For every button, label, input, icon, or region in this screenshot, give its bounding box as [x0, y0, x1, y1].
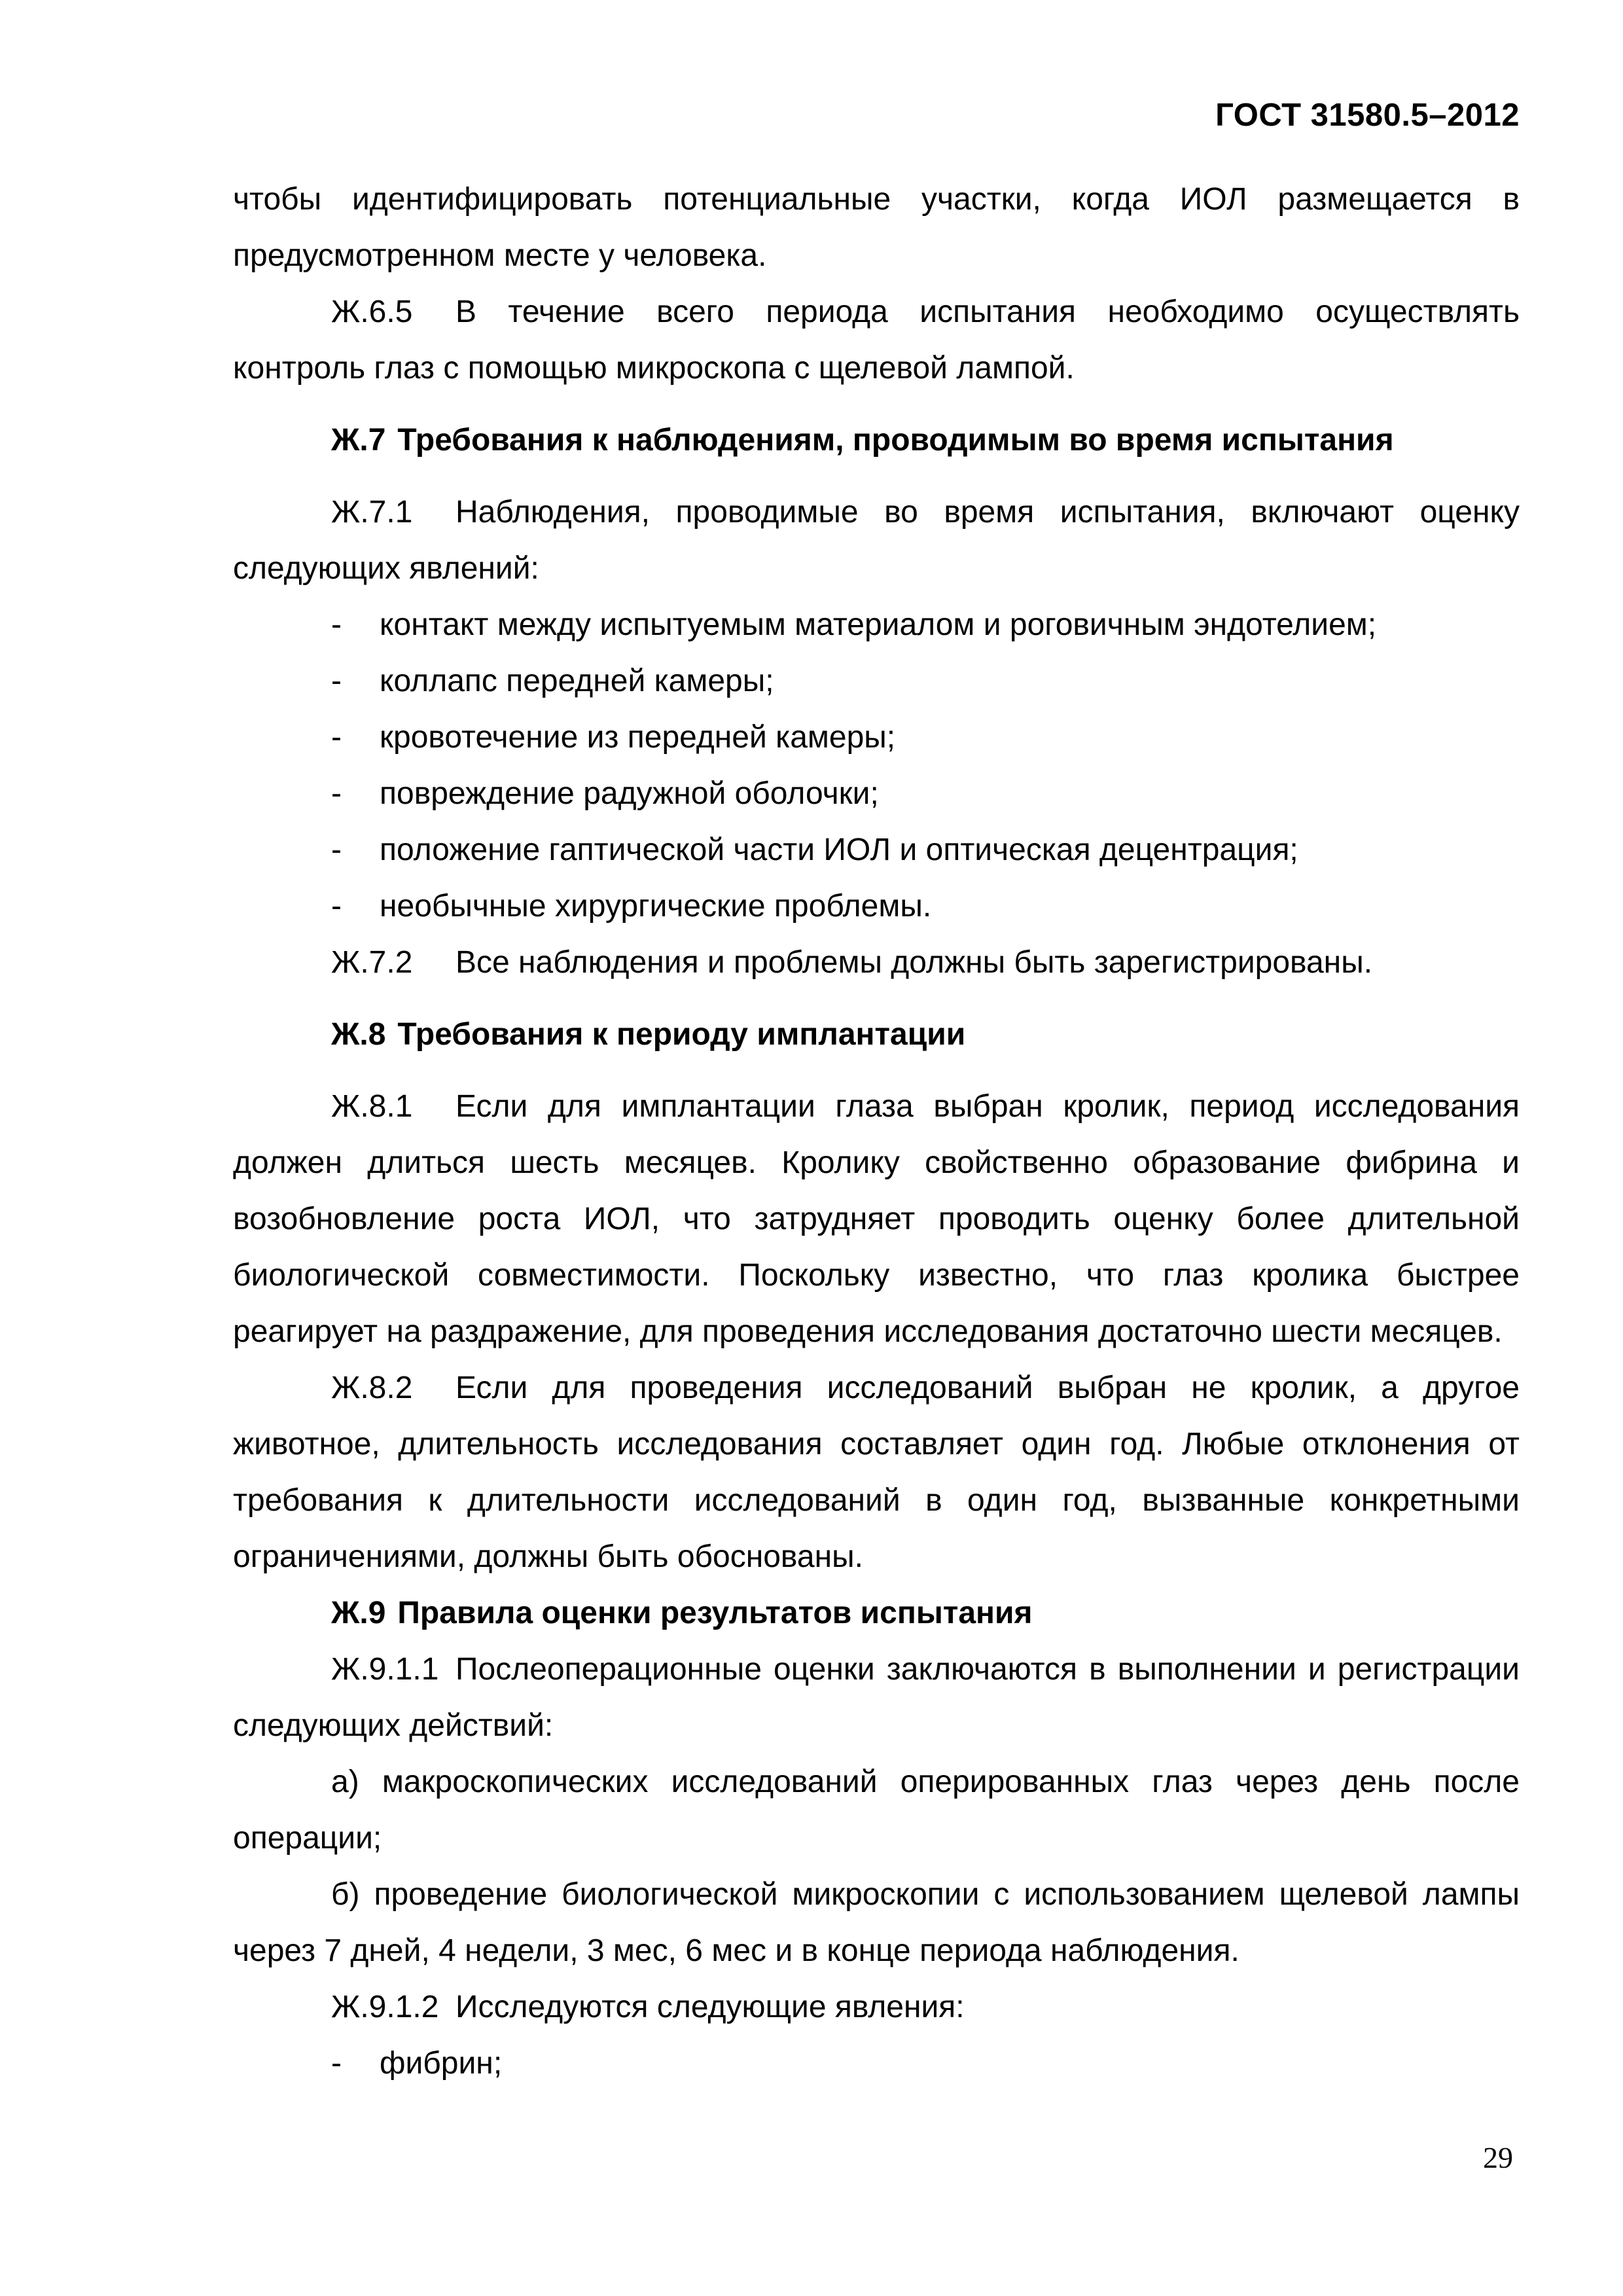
clause-number: Ж.6.5 [331, 295, 413, 329]
dash-marker: - [331, 607, 342, 642]
observation-list [233, 597, 1520, 935]
clause-number: Ж.8.2 [331, 1371, 413, 1405]
list-item [233, 597, 1520, 653]
page-body [233, 171, 1520, 2092]
clause-number: Ж.7.2 [331, 945, 413, 980]
section-heading-zh-7 [233, 412, 1520, 469]
section-title: Требования к наблюдениям, проводимым во время испытания [397, 423, 1394, 457]
list-item-text: кровотечение из передней камеры; [380, 720, 896, 755]
dash-marker: - [331, 2046, 342, 2081]
paragraph-zh-7-1 [233, 484, 1520, 597]
clause-text: Исследуются следующие явления: [455, 1990, 965, 2024]
dash-marker: - [331, 664, 342, 698]
paragraph-zh-7-2 [233, 935, 1520, 991]
paragraph-intro: чтобы идентифицировать потенциальные участки, когда ИОЛ размещается в предусмотренном месте у человека. [233, 182, 1520, 273]
dash-marker: - [331, 720, 342, 755]
list-item [233, 653, 1520, 709]
clause-text: Послеоперационные оценки заключаются в выполнении и регистрации следующих действий: [233, 1652, 1520, 1743]
clause-number: Ж.9.1.2 [331, 1990, 439, 2024]
clause-number: Ж.7.1 [331, 495, 413, 529]
section-heading-zh-9 [233, 1585, 1520, 1641]
paragraph-item-b: б) проведение биологической микроскопии с использованием щелевой лампы через 7 дней, 4 недели, 3 мес, 6 мес и в конце периода наблюдения. [233, 1877, 1520, 1968]
dash-marker: - [331, 833, 342, 867]
clause-text: Все наблюдения и проблемы должны быть зарегистрированы. [455, 945, 1373, 980]
list-item-text: положение гаптической части ИОЛ и оптическая децентрация; [380, 833, 1298, 867]
document-code: ГОСТ 31580.5–2012 [1215, 98, 1520, 133]
section-number: Ж.8 [331, 1017, 386, 1052]
list-item [233, 2036, 1520, 2092]
list-item-text: необычные хирургические проблемы. [380, 889, 932, 924]
list-item [233, 822, 1520, 878]
list-item-text: контакт между испытуемым материалом и роговичным эндотелием; [380, 607, 1377, 642]
phenomena-list [233, 2036, 1520, 2092]
dash-marker: - [331, 776, 342, 811]
paragraph-zh-8-2 [233, 1360, 1520, 1585]
clause-text: Наблюдения, проводимые во время испытания, включают оценку следующих явлений: [233, 495, 1520, 586]
section-number: Ж.9 [331, 1596, 386, 1630]
paragraph-item-a: а) макроскопических исследований оперированных глаз через день после операции; [233, 1765, 1520, 1856]
clause-number: Ж.9.1.1 [331, 1652, 439, 1687]
clause-text: В течение всего периода испытания необходимо осуществлять контроль глаз с помощью микроскопа с щелевой лампой. [233, 295, 1520, 386]
clause-text: Если для проведения исследований выбран не кролик, а другое животное, длительность исследования составляет один год. Любые отклонения от требования к длительности исследований в один год, вызванные конкретными ограничениями, должны быть обоснованы. [233, 1371, 1520, 1574]
paragraph-zh-9-1-2 [233, 1979, 1520, 2036]
paragraph-zh-6-5 [233, 284, 1520, 397]
list-item-text: повреждение радужной оболочки; [380, 776, 879, 811]
clause-text: Если для имплантации глаза выбран кролик, период исследования должен длиться шесть месяцев. Кролику свойственно образование фибрина и возобновление роста ИОЛ, что затрудняет проводить оценку более длительной биологической совместимости. Поскольку известно, что глаз кролика быстрее реагирует на раздражение, для проведения исследования достаточно шести месяцев. [233, 1089, 1520, 1349]
paragraph-zh-9-1-1 [233, 1641, 1520, 1754]
dash-marker: - [331, 889, 342, 924]
section-title: Правила оценки результатов испытания [397, 1596, 1033, 1630]
clause-number: Ж.8.1 [331, 1089, 413, 1124]
list-item [233, 709, 1520, 766]
list-item [233, 766, 1520, 822]
section-title: Требования к периоду имплантации [397, 1017, 966, 1052]
list-item-text: фибрин; [380, 2046, 503, 2081]
section-number: Ж.7 [331, 423, 386, 457]
list-item [233, 878, 1520, 935]
section-heading-zh-8 [233, 1007, 1520, 1063]
page-number: 29 [1483, 2141, 1513, 2174]
paragraph-zh-8-1 [233, 1079, 1520, 1360]
list-item-text: коллапс передней камеры; [380, 664, 774, 698]
